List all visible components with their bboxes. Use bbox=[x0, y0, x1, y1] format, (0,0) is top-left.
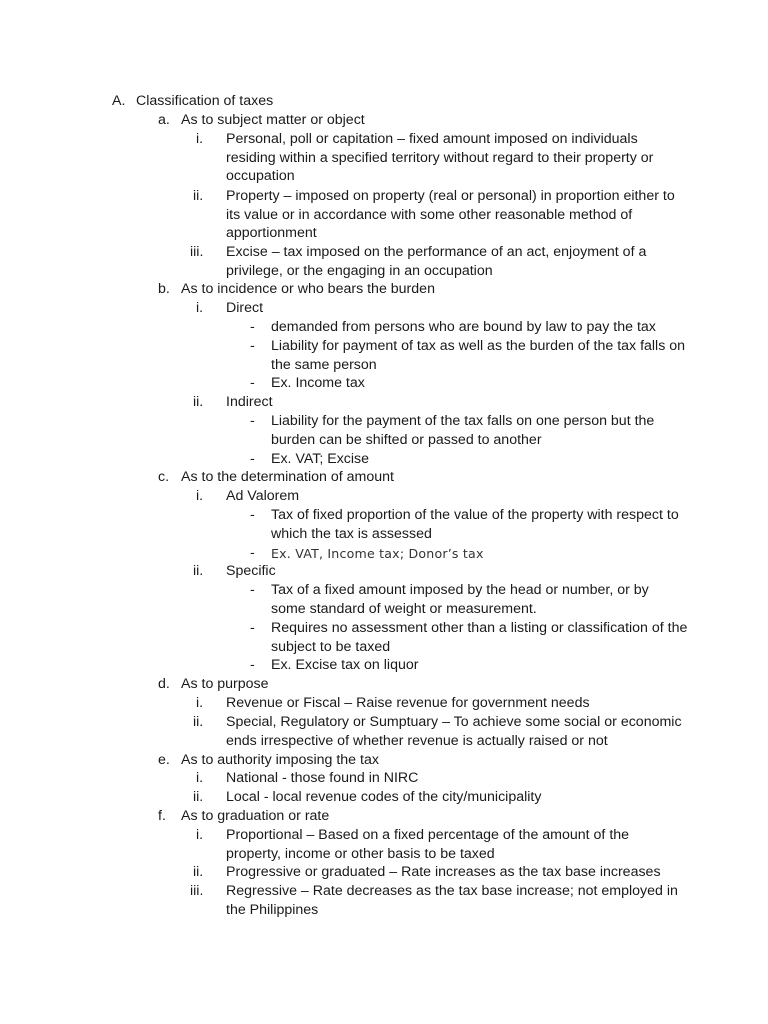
section-e-title: As to authority imposing the tax bbox=[181, 752, 379, 768]
b-ii-bullet: Liability for the payment of the tax falls on one person but the bbox=[271, 413, 655, 429]
a-iii-line: Excise – tax imposed on the performance of an act, enjoyment of a bbox=[226, 244, 647, 260]
b-ii-bullet: burden can be shifted or passed to another bbox=[271, 432, 542, 448]
section-d-label: d. bbox=[158, 676, 170, 692]
f-i-line: Proportional – Based on a fixed percentage of the amount of the bbox=[226, 827, 630, 843]
a-iii-line: privilege, or the engaging in an occupation bbox=[226, 263, 493, 279]
e-ii-line: Local - local revenue codes of the city/municipality bbox=[226, 789, 542, 805]
c-ii-bullet: subject to be taxed bbox=[271, 639, 391, 655]
c-ii-title: Specific bbox=[226, 563, 276, 579]
c-i-bullet: which the tax is assessed bbox=[271, 526, 432, 542]
d-ii-line: Special, Regulatory or Sumptuary – To achieve some social or economic bbox=[226, 714, 682, 730]
f-iii-label: iii. bbox=[190, 883, 204, 899]
e-ii-label: ii. bbox=[193, 789, 204, 805]
d-ii-line: ends irrespective of whether revenue is actually raised or not bbox=[226, 733, 608, 749]
b-i-bullet: Ex. Income tax bbox=[271, 375, 365, 391]
bullet-dash: - bbox=[250, 545, 255, 561]
a-i-line: Personal, poll or capitation – fixed amount imposed on individuals bbox=[226, 131, 638, 147]
section-c-title: As to the determination of amount bbox=[181, 469, 394, 485]
section-e-label: e. bbox=[158, 752, 170, 768]
c-ii-bullet: Ex. Excise tax on liquor bbox=[271, 657, 419, 673]
section-d-title: As to purpose bbox=[181, 676, 269, 692]
c-i-bullet: Ex. VAT, Income tax; Donor’s tax bbox=[271, 546, 484, 561]
a-ii-line: apportionment bbox=[226, 225, 317, 241]
f-ii-label: ii. bbox=[193, 864, 204, 880]
bullet-dash: - bbox=[250, 413, 255, 429]
a-ii-line: Property – imposed on property (real or personal) in proportion either to bbox=[226, 188, 675, 204]
b-ii-bullet: Ex. VAT; Excise bbox=[271, 451, 370, 467]
bullet-dash: - bbox=[250, 507, 255, 523]
bullet-dash: - bbox=[250, 451, 255, 467]
f-i-line: property, income or other basis to be taxed bbox=[226, 846, 495, 862]
b-ii-label: ii. bbox=[193, 394, 204, 410]
c-i-title: Ad Valorem bbox=[226, 488, 300, 504]
b-ii-title: Indirect bbox=[226, 394, 273, 410]
d-i-line: Revenue or Fiscal – Raise revenue for government needs bbox=[226, 695, 590, 711]
section-b-label: b. bbox=[158, 281, 170, 297]
c-i-label: i. bbox=[196, 488, 204, 504]
bullet-dash: - bbox=[250, 338, 255, 354]
a-i-label: i. bbox=[196, 131, 204, 147]
a-ii-line: its value or in accordance with some other reasonable method of bbox=[226, 207, 633, 223]
c-i-bullet: Tax of fixed proportion of the value of the property with respect to bbox=[271, 507, 679, 523]
section-b-title: As to incidence or who bears the burden bbox=[181, 281, 435, 297]
section-f-label: f. bbox=[158, 808, 166, 824]
a-i-line: occupation bbox=[226, 168, 295, 184]
e-i-label: i. bbox=[196, 770, 204, 786]
bullet-dash: - bbox=[250, 582, 255, 598]
bullet-dash: - bbox=[250, 657, 255, 673]
section-a-label: a. bbox=[158, 112, 170, 128]
f-iii-line: Regressive – Rate decreases as the tax base increase; not employed in bbox=[226, 883, 678, 899]
section-f-title: As to graduation or rate bbox=[181, 808, 330, 824]
b-i-bullet: the same person bbox=[271, 357, 377, 373]
d-i-label: i. bbox=[196, 695, 204, 711]
b-i-label: i. bbox=[196, 300, 204, 316]
a-i-line: residing within a specified territory without regard to their property or bbox=[226, 150, 654, 166]
f-iii-line: the Philippines bbox=[226, 902, 319, 918]
heading-label: A. bbox=[112, 93, 126, 109]
bullet-dash: - bbox=[250, 620, 255, 636]
c-ii-bullet: Tax of a fixed amount imposed by the head or number, or by bbox=[271, 582, 649, 598]
b-i-bullet: Liability for payment of tax as well as the burden of the tax falls on bbox=[271, 338, 686, 354]
c-ii-bullet: some standard of weight or measurement. bbox=[271, 601, 537, 617]
section-a-title: As to subject matter or object bbox=[181, 112, 365, 128]
bullet-dash: - bbox=[250, 319, 255, 335]
f-ii-line: Progressive or graduated – Rate increases as the tax base increases bbox=[226, 864, 661, 880]
f-i-label: i. bbox=[196, 827, 204, 843]
section-c-label: c. bbox=[158, 469, 170, 485]
b-i-bullet: demanded from persons who are bound by law to pay the tax bbox=[271, 319, 656, 335]
heading-text: Classification of taxes bbox=[136, 93, 274, 109]
e-i-line: National - those found in NIRC bbox=[226, 770, 419, 786]
c-ii-bullet: Requires no assessment other than a listing or classification of the bbox=[271, 620, 688, 636]
d-ii-label: ii. bbox=[193, 714, 204, 730]
bullet-dash: - bbox=[250, 375, 255, 391]
a-iii-label: iii. bbox=[190, 244, 204, 260]
a-ii-label: ii. bbox=[193, 188, 204, 204]
b-i-title: Direct bbox=[226, 300, 264, 316]
c-ii-label: ii. bbox=[193, 563, 204, 579]
